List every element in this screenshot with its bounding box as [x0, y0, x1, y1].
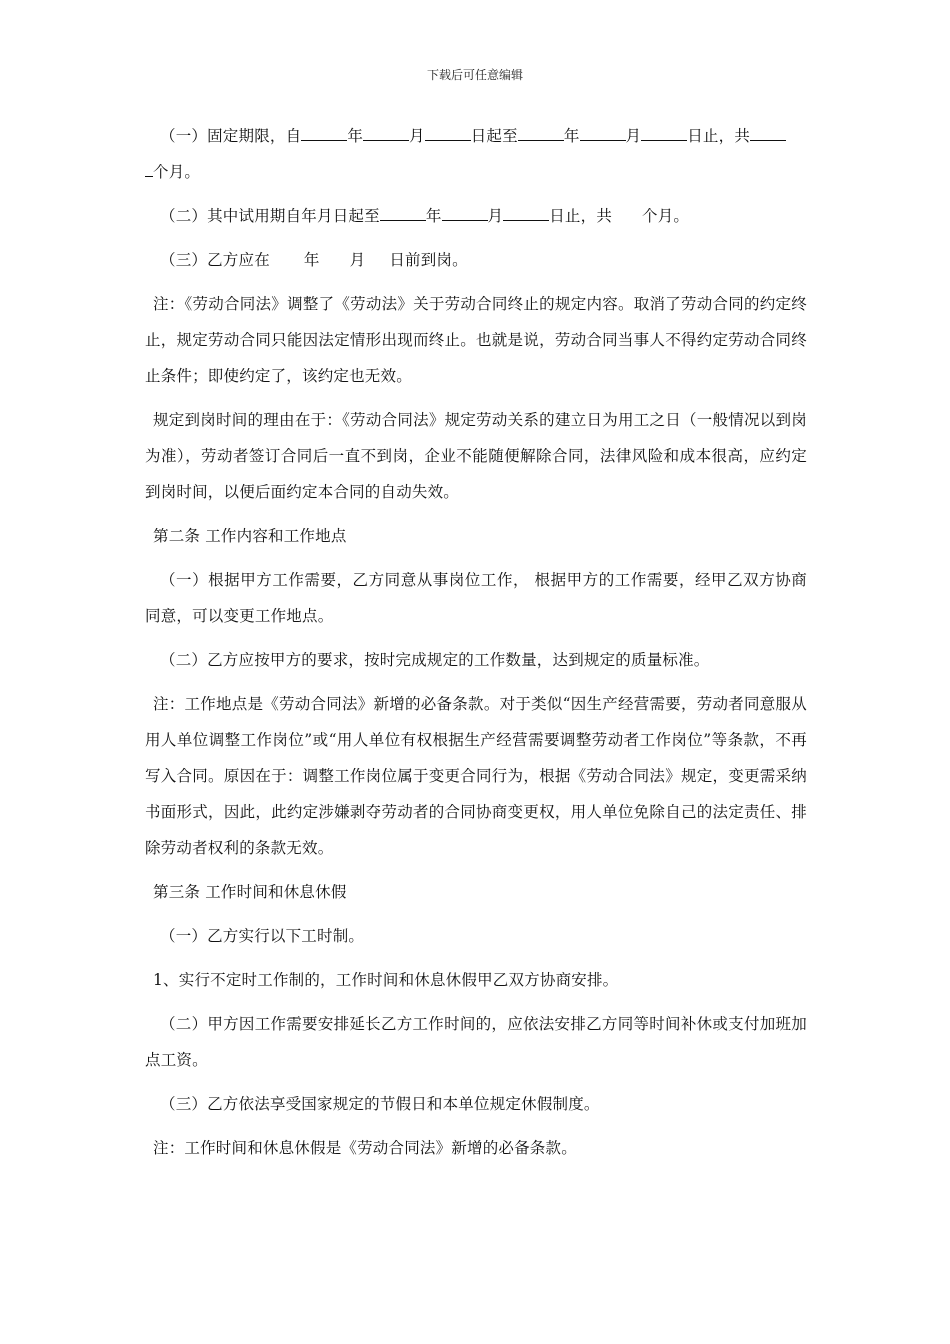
blank-field: [641, 126, 687, 141]
blank-field: [442, 206, 488, 221]
blank-field: [301, 126, 347, 141]
text-segment: 日前到岗。: [389, 251, 468, 269]
text-segment: （三）乙方应在: [160, 251, 270, 269]
clause-3-1-item-1: 1、实行不定时工作制的，工作时间和休息休假甲乙双方协商安排。: [153, 971, 619, 989]
blank-field: [750, 126, 786, 141]
blank-field: [518, 126, 564, 141]
text-segment: 个月。: [642, 207, 690, 225]
text-segment: 月: [625, 127, 642, 145]
text-segment: 月: [349, 251, 366, 269]
text-segment: 日起至: [470, 127, 518, 145]
clause-report-date: [145, 242, 807, 278]
note-report-reason: 规定到岗时间的理由在于：《劳动合同法》规定劳动关系的建立日为用工之日（一般情况以到岗为准），劳动者签订合同后一直不到岗，企业不能随便解除合同，法律风险和成本很高，应约定到岗时间，以便后面约定本合同的自动失效。: [145, 411, 807, 501]
clause-3-3: （三）乙方依法享受国家规定的节假日和本单位规定休假制度。: [160, 1095, 600, 1113]
clause-3-2: （二）甲方因工作需要安排延长乙方工作时间的，应依法安排乙方同等时间补休或支付加班加点工资。: [145, 1015, 807, 1069]
blank-field: [145, 162, 153, 177]
blank-field: [503, 206, 549, 221]
note-work-time: 注：工作时间和休息休假是《劳动合同法》新增的必备条款。: [153, 1139, 577, 1157]
clause-fixed-term: [145, 118, 807, 190]
clause-2-1: （一）根据甲方工作需要，乙方同意从事岗位工作， 根据甲方的工作需要，经甲乙双方协商同意，可以变更工作地点。: [145, 571, 807, 625]
clause-2-2: （二）乙方应按甲方的要求，按时完成规定的工作数量，达到规定的质量标准。: [160, 651, 710, 669]
blank-field: [425, 126, 471, 141]
text-segment: 年: [303, 251, 320, 269]
text-segment: （二）其中试用期自年月日起至: [160, 207, 380, 225]
text-segment: 日止，共: [549, 207, 613, 225]
article-2-heading: 第二条 工作内容和工作地点: [153, 527, 347, 545]
text-segment: 月: [409, 127, 425, 145]
blank-field: [580, 126, 626, 141]
note-work-location: 注：工作地点是《劳动合同法》新增的必备条款。对于类似“因生产经营需要，劳动者同意服从用人单位调整工作岗位”或“用人单位有权根据生产经营需要调整劳动者工作岗位”等条款，不再写入合同。原因在于：调整工作岗位属于变更合同行为，根据《劳动合同法》规定，变更需采纳书面形式，因此，此约定涉嫌剥夺劳动者的合同协商变更权，用人单位免除自己的法定责任、排除劳动者权利的条款无效。: [145, 695, 807, 857]
blank-field: [380, 206, 426, 221]
text-segment: 月: [487, 207, 504, 225]
document-body: [145, 118, 807, 1174]
note-termination: 注：《劳动合同法》调整了《劳动法》关于劳动合同终止的规定内容。取消了劳动合同的约定终止，规定劳动合同只能因法定情形出现而终止。也就是说，劳动合同当事人不得约定劳动合同终止条件；即使约定了，该约定也无效。: [145, 295, 807, 385]
page-header: 下载后可任意编辑: [426, 68, 523, 82]
blank-field: [363, 126, 409, 141]
text-segment: 年: [563, 127, 580, 145]
text-segment: 日止，共: [687, 127, 751, 145]
text-segment: 年: [347, 127, 364, 145]
clause-3-1: （一）乙方实行以下工时制。: [160, 927, 365, 945]
clause-probation: [145, 198, 807, 234]
text-segment: 个月。: [153, 163, 201, 181]
text-segment: （一）固定期限，自: [160, 127, 302, 145]
article-3-heading: 第三条 工作时间和休息休假: [153, 883, 347, 901]
text-segment: 年: [425, 207, 442, 225]
